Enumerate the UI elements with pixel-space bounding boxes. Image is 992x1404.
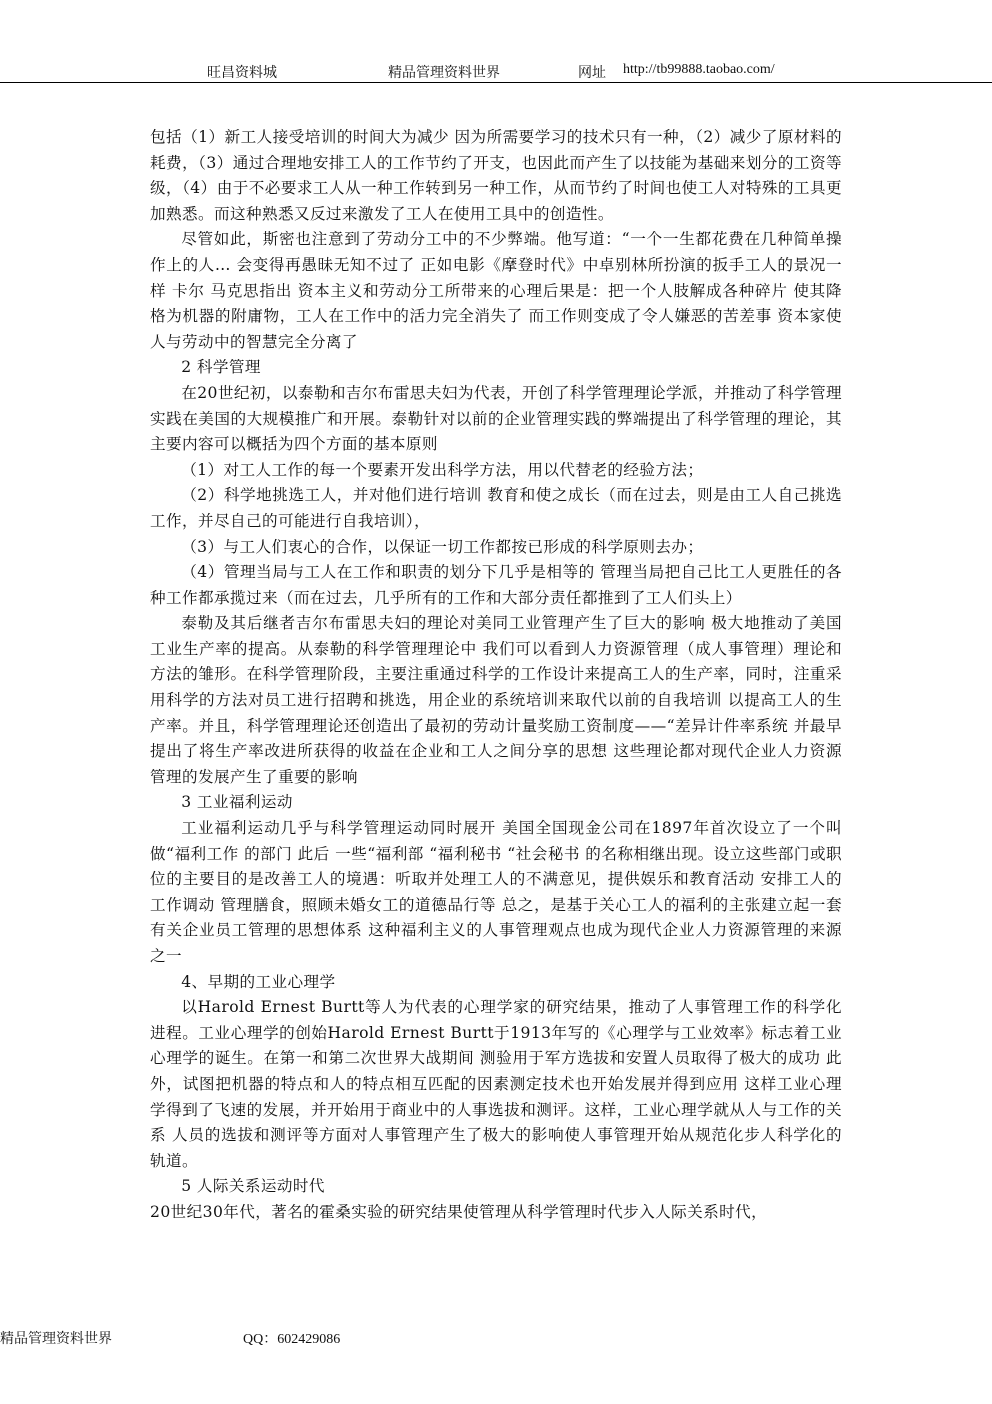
header-site-title: 精品管理资料世界 [388,66,500,81]
header-url-label: 网址 [578,66,606,81]
paragraph: 4、早期的工业心理学 [181,972,336,991]
paragraph: 以Harold Ernest Burtt等人为代表的心理学家的研究结果，推动了人事管理工作的科学化进程。工业心理学的创始Harold Ernest Burtt于1913年写的《心理学与工业效率》标志着工业心理学的诞生。在第一和第二次世界大战期间 测验用于军方选拔和安置人员取得了极大的成功 此外，试图把机器的特点和人的特点相互匹配的因素测定技术也开始发展并得到应用 这样工业心理学得到了飞速的发展，并开始用于商业中的人事选拔和测评。这样，工业心理学就从人与工作的关系 人员的选拔和测评等方面对人事管理产生了极大的影响使人事管理开始从规范化步人科学化的轨道。 [150,998,842,1170]
footer-qq: QQ：602429086 [243,1332,341,1347]
paragraph: 泰勒及其后继者吉尔布雷思夫妇的理论对美同工业管理产生了巨大的影响 极大地推动了美国工业生产率的提高。从泰勒的科学管理理论中 我们可以看到人力资源管理（成人事管理）理论和方法的雏形。在科学管理阶段，主要注重通过科学的工作设计来提高工人的生产率，同时，注重采用科学的方法对员工进行招聘和挑选，用企业的系统培训来取代以前的自我培训 以提高工人的生产率。并且，科学管理理论还创造出了最初的劳动计量奖励工资制度——“差异计件率系统 并最早提出了将生产率改进所获得的收益在企业和工人之间分享的思想 这些理论都对现代企业人力资源管理的发展产生了重要的影响 [150,614,842,786]
document-body [150,125,842,1226]
paragraph: 5 人际关系运动时代 [181,1177,325,1196]
header-url[interactable]: http://tb99888.taobao.com/ [623,62,775,77]
paragraph: 包括（1）新工人接受培训的时间大为减少 因为所需要学习的技术只有一种，（2）减少了原材料的耗费，（3）通过合理地安排工人的工作节约了开支，也因此而产生了以技能为基础来划分的工资等级，（4）由于不必要求工人从一种工作转到另一种工作，从而节约了时间也使工人对特殊的工具更加熟悉。而这种熟悉又反过来激发了工人在使用工具中的创造性。 [150,128,842,223]
paragraph: 20世纪30年代，著名的霍桑实验的研究结果使管理从科学管理时代步入人际关系时代， [150,1202,768,1221]
paragraph: （3）与工人们衷心的合作，以保证一切工作都按已形成的科学原则去办； [181,537,704,556]
footer-site-title: 精品管理资料世界 [0,1332,112,1347]
paragraph: （1）对工人工作的每一个要素开发出科学方法，用以代替老的经验方法； [181,460,704,479]
paragraph: 尽管如此，斯密也注意到了劳动分工中的不少弊端。他写道：“一个一生都花费在几种简单操作上的人… 会变得再愚昧无知不过了 正如电影《摩登时代》中卓别林所扮演的扳手工人的景况一样 卡尔 马克思指出 资本主义和劳动分工所带来的心理后果是：把一个人肢解成各种碎片 使其降格为机器的附庸物，工人在工作中的活力完全消失了 而工作则变成了令人嫌恶的苦差事 资本家使人与劳动中的智慧完全分离了 [150,230,842,351]
paragraph: 3 工业福利运动 [181,793,293,812]
paragraph: （2）科学地挑选工人，并对他们进行培训 教育和使之成长（而在过去，则是由工人自己挑选工作，并尽自己的可能进行自我培训）， [150,486,842,530]
paragraph: 在20世纪初，以泰勒和吉尔布雷思夫妇为代表，开创了科学管理理论学派，并推动了科学管理实践在美国的大规模推广和开展。泰勒针对以前的企业管理实践的弊端提出了科学管理的理论，其主要内容可以概括为四个方面的基本原则 [150,383,842,454]
paragraph: 工业福利运动几乎与科学管理运动同时展开 美国全国现金公司在1897年首次设立了一个叫做“福利工作 的部门 此后 一些“福利部 “福利秘书 “社会秘书 的名称相继出现。设立这些部门或职位的主要目的是改善工人的境遇：听取并处理工人的不满意见，提供娱乐和教育活动 安排工人的工作调动 管理膳食，照顾未婚女工的道德品行等 总之，是基于关心工人的福利的主张建立起一套有关企业员工管理的思想体系 这种福利主义的人事管理观点也成为现代企业人力资源管理的来源之一 [150,819,842,965]
paragraph: （4）管理当局与工人在工作和职责的划分下几乎是相等的 管理当局把自己比工人更胜任的各种工作都承揽过来（而在过去，几乎所有的工作和大部分责任都推到了工人们头上） [150,563,842,607]
page-header [0,0,992,83]
paragraph: 2 科学管理 [181,358,261,377]
header-shop-name: 旺昌资料城 [207,66,277,81]
